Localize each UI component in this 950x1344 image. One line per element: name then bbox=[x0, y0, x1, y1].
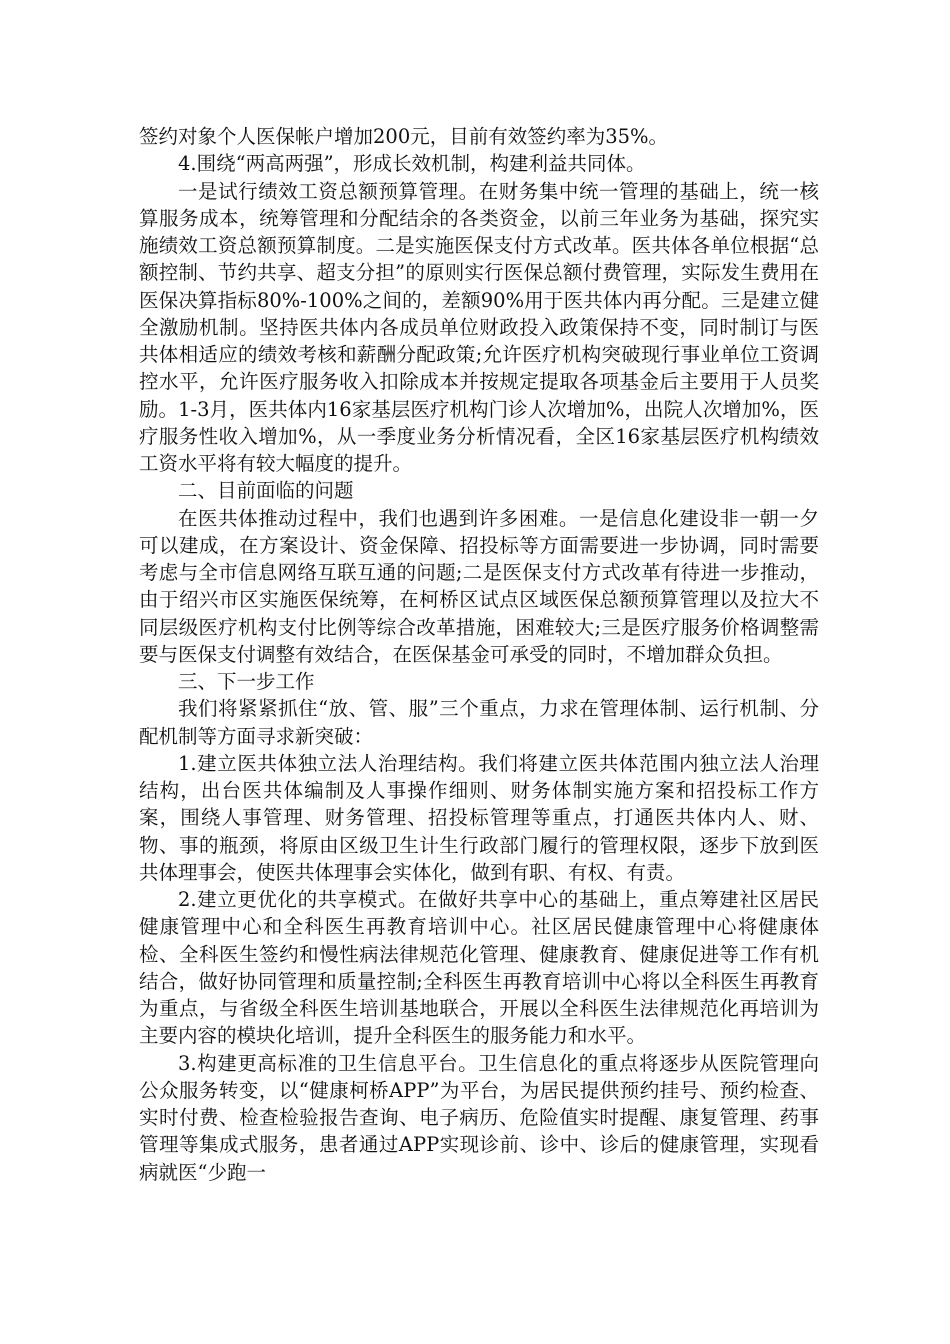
paragraph-10: 3.构建更高标准的卫生信息平台。卫生信息化的重点将逐步从医院管理向公众服务转变，以“健康柯桥APP”为平台，为居民提供预约挂号、预约检查、实时付费、检查检验报告查询、电子病历、危险值实时提醒、康复管理、药事管理等集成式服务，患者通过APP实现诊前、诊中、诊后的健康管理，实现看病就医“少跑一 bbox=[139, 1051, 819, 1184]
document-body bbox=[139, 123, 819, 1186]
paragraph-2: 4.围绕“两高两强”，形成长效机制，构建利益共同体。 bbox=[178, 152, 646, 176]
section-heading-2: 二、目前面临的问题 bbox=[178, 479, 354, 503]
paragraph-8: 1.建立医共体独立法人治理结构。我们将建立医共体范围内独立法人治理结构，出台医共体编制及人事操作细则、财务体制实施方案和招投标工作方案，围绕人事管理、财务管理、招投标管理等重点，打通医共体内人、财、物、事的瓶颈，将原由区级卫生计生行政部门履行的管理权限，逐步下放到医共体理事会，使医共体理事会实体化，做到有职、有权、有责。 bbox=[139, 751, 819, 884]
paragraph-5: 在医共体推动过程中，我们也遇到许多困难。一是信息化建设非一朝一夕可以建成，在方案设计、资金保障、招投标等方面需要进一步协调，同时需要考虑与全市信息网络互联互通的问题;二是医保支付方式改革有待进一步推动，由于绍兴市区实施医保统筹，在柯桥区试点区域医保总额预算管理以及拉大不同层级医疗机构支付比例等综合改革措施，困难较大;三是医疗服务价格调整需要与医保支付调整有效结合，在医保基金可承受的同时，不增加群众负担。 bbox=[139, 506, 819, 666]
paragraph-3: 一是试行绩效工资总额预算管理。在财务集中统一管理的基础上，统一核算服务成本，统筹管理和分配结余的各类资金，以前三年业务为基础，探究实施绩效工资总额预算制度。二是实施医保支付方式改革。医共体各单位根据“总额控制、节约共享、超支分担”的原则实行医保总额付费管理，实际发生费用在医保决算指标80%-100%之间的，差额90%用于医共体内再分配。三是建立健全激励机制。坚持医共体内各成员单位财政投入政策保持不变，同时制订与医共体相适应的绩效考核和薪酬分配政策;允许医疗机构突破现行事业单位工资调控水平，允许医疗服务收入扣除成本并按规定提取各项基金后主要用于人员奖励。1-3月，医共体内16家基层医疗机构门诊人次增加%，出院人次增加%，医疗服务性收入增加%，从一季度业务分析情况看，全区16家基层医疗机构绩效工资水平将有较大幅度的提升。 bbox=[139, 179, 819, 475]
paragraph-1: 签约对象个人医保帐户增加200元，目前有效签约率为35%。 bbox=[139, 125, 669, 148]
paragraph-7: 我们将紧紧抓住“放、管、服”三个重点，力求在管理体制、运行机制、分配机制等方面寻求新突破： bbox=[139, 697, 819, 748]
section-heading-3: 三、下一步工作 bbox=[178, 670, 315, 693]
paragraph-9: 2.建立更优化的共享模式。在做好共享中心的基础上，重点筹建社区居民健康管理中心和全科医生再教育培训中心。社区居民健康管理中心将健康体检、全科医生签约和慢性病法律规范化管理、健康教育、健康促进等工作有机结合，做好协同管理和质量控制;全科医生再教育培训中心将以全科医生再教育为重点，与省级全科医生培训基地联合，开展以全科医生法律规范化再培训为主要内容的模块化培训，提升全科医生的服务能力和水平。 bbox=[139, 888, 819, 1048]
